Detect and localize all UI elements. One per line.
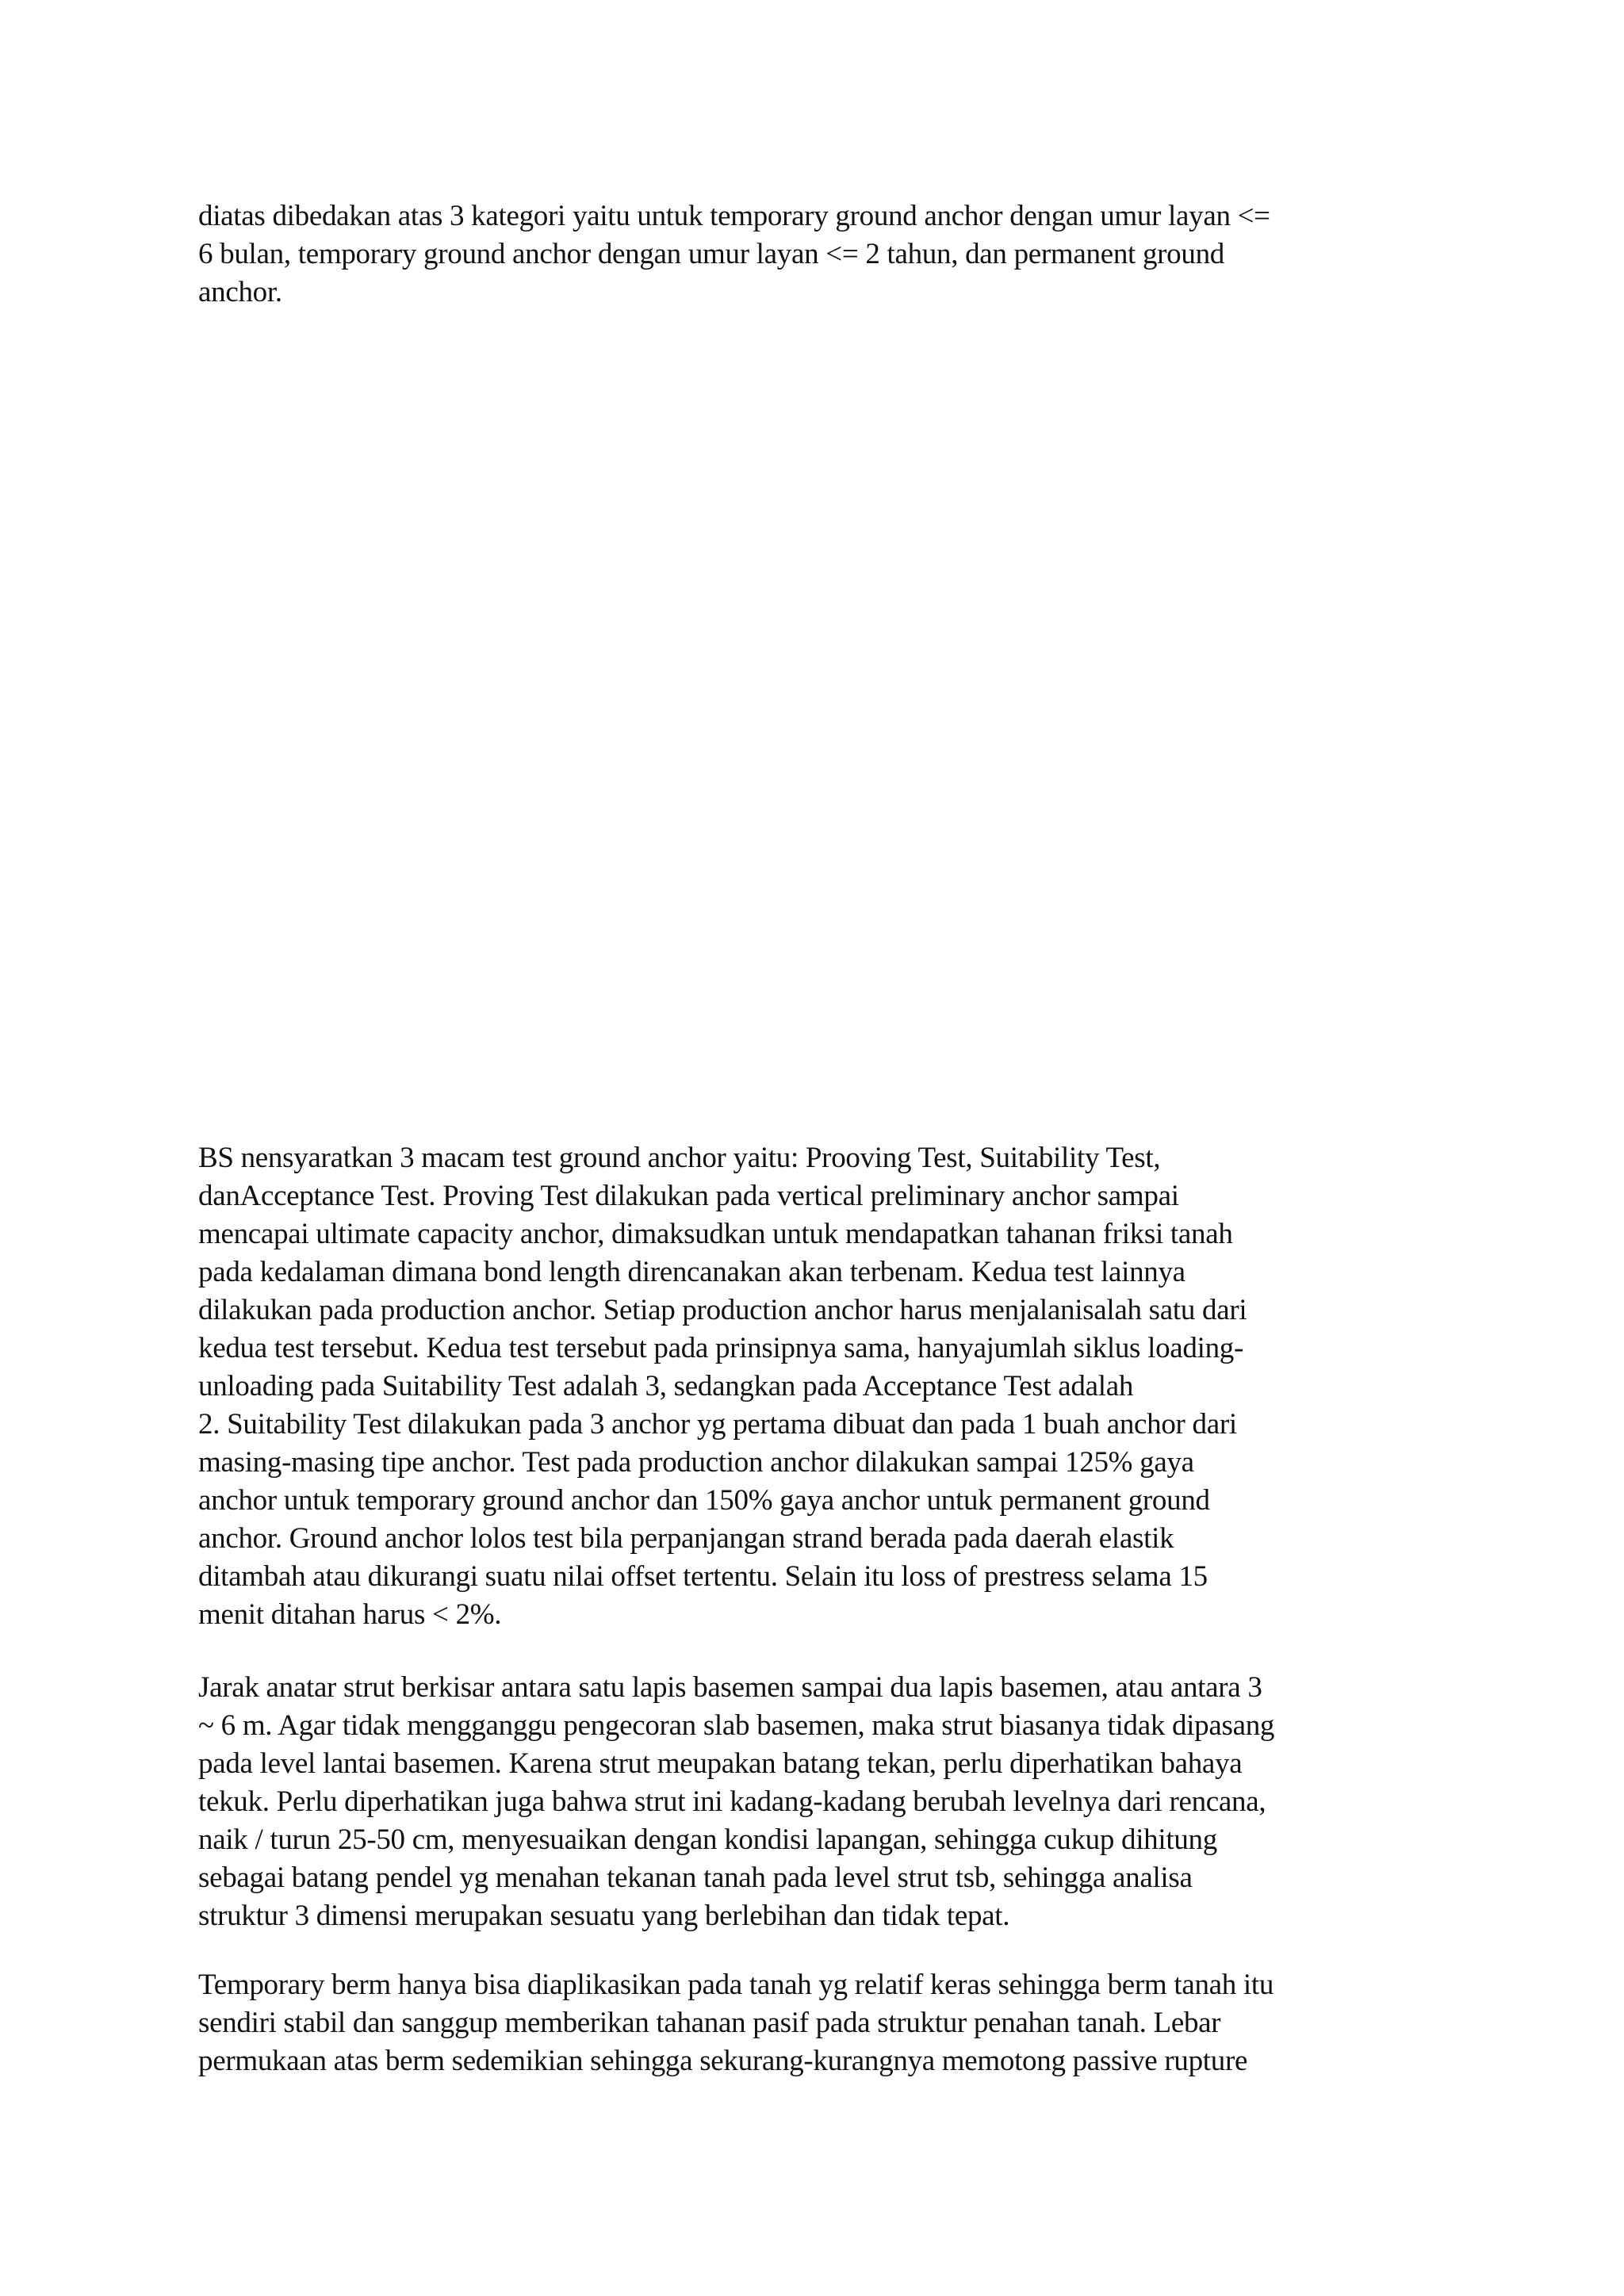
text-line: anchor. Ground anchor lolos test bila perpanjangan strand berada pada daerah elastik	[198, 1522, 1174, 1555]
paragraph-temporary-berm	[198, 1966, 1443, 2080]
text-line: naik / turun 25-50 cm, menyesuaikan dengan kondisi lapangan, sehingga cukup dihitung	[198, 1823, 1217, 1856]
text-line: masing-masing tipe anchor. Test pada production anchor dilakukan sampai 125% gaya	[198, 1446, 1194, 1479]
paragraph-strut	[198, 1669, 1443, 1935]
text-line: unloading pada Suitability Test adalah 3, sedangkan pada Acceptance Test adalah	[198, 1370, 1134, 1402]
text-line: danAcceptance Test. Proving Test dilakukan pada vertical preliminary anchor sampai	[198, 1180, 1179, 1212]
text-line: Temporary berm hanya bisa diaplikasikan pada tanah yg relatif keras sehingga berm tanah itu	[198, 1969, 1274, 2001]
text-line: 2. Suitability Test dilakukan pada 3 anchor yg pertama dibuat dan pada 1 buah anchor dari	[198, 1408, 1237, 1441]
text-line: permukaan atas berm sedemikian sehingga sekurang-kurangnya memotong passive rupture	[198, 2045, 1248, 2077]
paragraph-bs-anchor-tests	[198, 1139, 1443, 1634]
text-line: kedua test tersebut. Kedua test tersebut pada prinsipnya sama, hanyajumlah siklus loading-	[198, 1332, 1244, 1364]
text-line: pada kedalaman dimana bond length direncanakan akan terbenam. Kedua test lainnya	[198, 1256, 1185, 1288]
text-line: Jarak anatar strut berkisar antara satu lapis basemen sampai dua lapis basemen, atau antara 3	[198, 1671, 1262, 1704]
text-line: sebagai batang pendel yg menahan tekanan tanah pada level strut tsb, sehingga analisa	[198, 1862, 1193, 1894]
text-line: anchor.	[198, 276, 282, 308]
text-line: ~ 6 m. Agar tidak mengganggu pengecoran slab basemen, maka strut biasanya tidak dipasang	[198, 1709, 1275, 1742]
text-line: menit ditahan harus < 2%.	[198, 1598, 502, 1631]
text-line: pada level lantai basemen. Karena strut meupakan batang tekan, perlu diperhatikan bahaya	[198, 1747, 1243, 1780]
text-line: ditambah atau dikurangi suatu nilai offset tertentu. Selain itu loss of prestress selama 15	[198, 1560, 1208, 1593]
text-line: diatas dibedakan atas 3 kategori yaitu untuk temporary ground anchor dengan umur layan <=	[198, 200, 1270, 232]
text-line: sendiri stabil dan sanggup memberikan tahanan pasif pada struktur penahan tanah. Lebar	[198, 2007, 1221, 2039]
text-line: dilakukan pada production anchor. Setiap production anchor harus menjalanisalah satu dari	[198, 1294, 1247, 1326]
text-line: anchor untuk temporary ground anchor dan 150% gaya anchor untuk permanent ground	[198, 1484, 1210, 1517]
text-line: mencapai ultimate capacity anchor, dimaksudkan untuk mendapatkan tahanan friksi tanah	[198, 1218, 1233, 1250]
text-line: tekuk. Perlu diperhatikan juga bahwa strut ini kadang-kadang berubah levelnya dari rencana,	[198, 1785, 1266, 1818]
text-line: struktur 3 dimensi merupakan sesuatu yang berlebihan dan tidak tepat.	[198, 1900, 1010, 1932]
text-line: 6 bulan, temporary ground anchor dengan umur layan <= 2 tahun, dan permanent ground	[198, 238, 1224, 270]
text-line: BS nensyaratkan 3 macam test ground anchor yaitu: Prooving Test, Suitability Test,	[198, 1142, 1161, 1174]
paragraph-anchor-categories	[198, 197, 1443, 312]
